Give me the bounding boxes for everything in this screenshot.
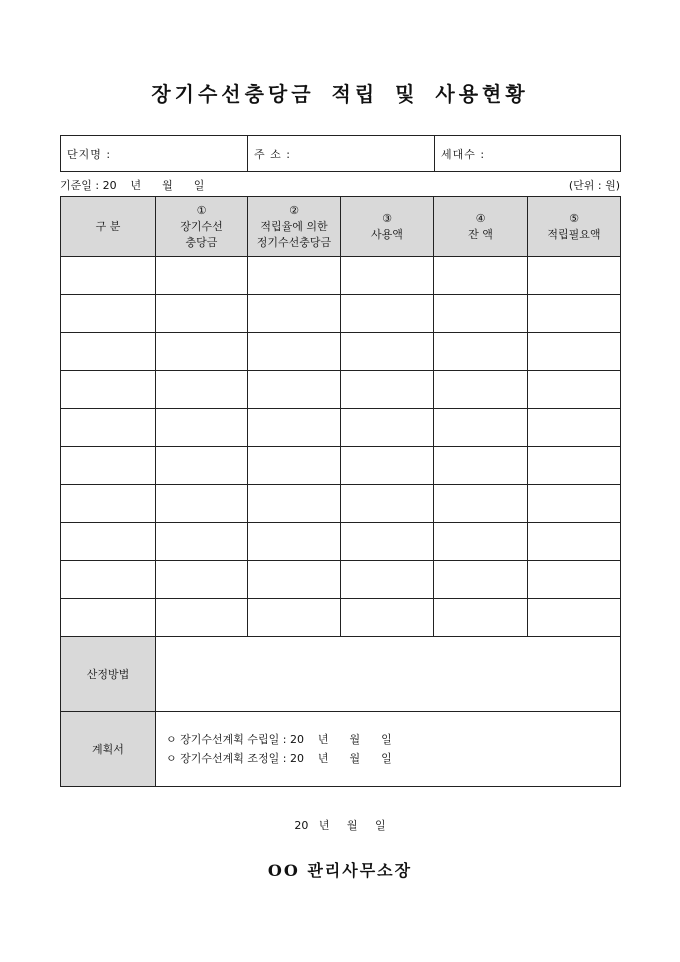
table-cell[interactable]	[341, 409, 434, 447]
table-cell[interactable]	[341, 333, 434, 371]
table-row	[61, 523, 621, 561]
plan-label: 계획서	[61, 712, 156, 787]
table-cell[interactable]	[156, 333, 248, 371]
header-category: 구 분	[61, 197, 156, 257]
table-cell[interactable]	[248, 371, 341, 409]
table-row	[61, 409, 621, 447]
table-cell[interactable]	[156, 523, 248, 561]
footer-date: 20 년 월 일	[294, 819, 386, 832]
table-cell[interactable]	[248, 333, 341, 371]
table-cell[interactable]	[528, 447, 621, 485]
table-cell[interactable]	[341, 485, 434, 523]
address-label: 주 소 :	[254, 147, 291, 161]
table-cell[interactable]	[528, 599, 621, 637]
header-col2: ② 적립율에 의한 정기수선충당금	[248, 197, 341, 257]
table-row	[61, 333, 621, 371]
document-title: 장기수선충당금 적립 및 사용현황	[151, 82, 529, 106]
header-row	[61, 197, 621, 257]
header-col1: ① 장기수선 충당금	[156, 197, 248, 257]
table-cell[interactable]	[434, 561, 528, 599]
table-cell[interactable]	[341, 523, 434, 561]
plan-established-date: ㅇ 장기수선계획 수립일 : 20 년 월 일	[166, 733, 392, 746]
table-cell[interactable]	[61, 257, 156, 295]
table-cell[interactable]	[61, 485, 156, 523]
table-cell[interactable]	[248, 295, 341, 333]
method-label: 산정방법	[61, 637, 156, 712]
table-cell[interactable]	[341, 295, 434, 333]
table-cell[interactable]	[434, 333, 528, 371]
table-cell[interactable]	[528, 523, 621, 561]
plan-cell[interactable]	[156, 712, 621, 787]
table-row	[61, 485, 621, 523]
table-cell[interactable]	[341, 371, 434, 409]
table-row	[61, 295, 621, 333]
plan-row	[61, 712, 621, 787]
table-cell[interactable]	[248, 257, 341, 295]
table-cell[interactable]	[434, 523, 528, 561]
table-cell[interactable]	[156, 409, 248, 447]
table-cell[interactable]	[61, 523, 156, 561]
households-label: 세대수 :	[441, 147, 486, 161]
table-cell[interactable]	[156, 371, 248, 409]
table-cell[interactable]	[434, 599, 528, 637]
table-cell[interactable]	[61, 333, 156, 371]
table-cell[interactable]	[434, 485, 528, 523]
plan-adjusted-date: ㅇ 장기수선계획 조정일 : 20 년 월 일	[166, 752, 392, 765]
table-row	[61, 599, 621, 637]
table-cell[interactable]	[156, 257, 248, 295]
table-cell[interactable]	[434, 409, 528, 447]
table-cell[interactable]	[156, 295, 248, 333]
complex-name-label: 단지명 :	[67, 147, 112, 161]
table-cell[interactable]	[61, 447, 156, 485]
header-col4: ④ 잔 액	[434, 197, 528, 257]
households-field[interactable]	[435, 136, 621, 172]
office-signature: OO 관리사무소장	[267, 861, 413, 880]
table-cell[interactable]	[434, 295, 528, 333]
table-cell[interactable]	[434, 257, 528, 295]
header-col5: ⑤ 적립필요액	[528, 197, 621, 257]
table-cell[interactable]	[156, 561, 248, 599]
base-date: 기준일 : 20 년 월 일	[60, 179, 205, 192]
table-row	[61, 257, 621, 295]
table-cell[interactable]	[156, 599, 248, 637]
table-cell[interactable]	[528, 485, 621, 523]
table-cell[interactable]	[248, 599, 341, 637]
table-row	[61, 561, 621, 599]
table-cell[interactable]	[341, 257, 434, 295]
table-cell[interactable]	[61, 561, 156, 599]
table-cell[interactable]	[528, 371, 621, 409]
table-cell[interactable]	[341, 447, 434, 485]
table-cell[interactable]	[528, 561, 621, 599]
status-table	[60, 196, 621, 787]
info-table	[60, 135, 621, 172]
header-col3: ③ 사용액	[341, 197, 434, 257]
table-cell[interactable]	[528, 257, 621, 295]
table-cell[interactable]	[528, 333, 621, 371]
table-cell[interactable]	[248, 485, 341, 523]
table-cell[interactable]	[248, 523, 341, 561]
table-cell[interactable]	[528, 409, 621, 447]
table-cell[interactable]	[61, 409, 156, 447]
table-cell[interactable]	[156, 485, 248, 523]
method-cell[interactable]	[156, 637, 621, 712]
table-cell[interactable]	[248, 561, 341, 599]
table-cell[interactable]	[341, 561, 434, 599]
table-cell[interactable]	[434, 447, 528, 485]
table-cell[interactable]	[248, 409, 341, 447]
unit-note: (단위 : 원)	[568, 179, 620, 192]
table-cell[interactable]	[341, 599, 434, 637]
table-cell[interactable]	[61, 295, 156, 333]
table-cell[interactable]	[156, 447, 248, 485]
table-cell[interactable]	[61, 371, 156, 409]
table-cell[interactable]	[528, 295, 621, 333]
address-field[interactable]	[248, 136, 435, 172]
table-row	[61, 371, 621, 409]
method-row	[61, 637, 621, 712]
table-row	[61, 447, 621, 485]
table-cell[interactable]	[248, 447, 341, 485]
complex-name-field[interactable]	[61, 136, 248, 172]
table-cell[interactable]	[434, 371, 528, 409]
table-cell[interactable]	[61, 599, 156, 637]
